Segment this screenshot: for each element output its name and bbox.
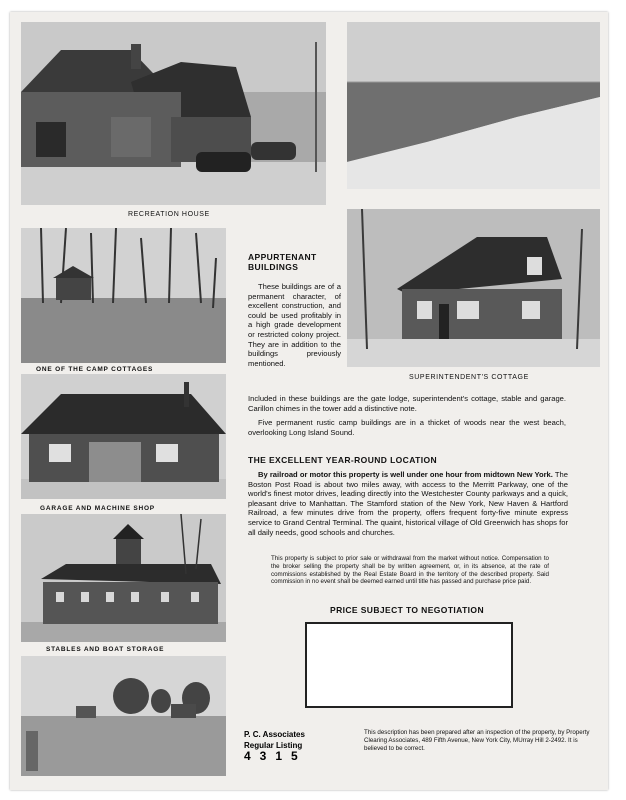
caption-recreation-house: RECREATION HOUSE [128,211,210,218]
caption-stables: STABLES AND BOAT STORAGE [46,646,165,653]
footer-note-text: This description has been prepared after an inspection of the property, by Property Clearing Associates, 489 Fifth Avenue, New York City, MUrray Hill 2-2492. It is believed to be correct. [364,729,590,752]
caption-camp-cottages: ONE OF THE CAMP COTTAGES [36,366,154,373]
appurtenant-paragraph-2: Five permanent rustic camp buildings are in a thicket of woods near the west beach, overlooking Long Island Sound. [248,418,566,437]
field-photo [21,656,226,776]
location-lead: By railroad or motor this property is well under one hour from midtown New York. [258,470,553,479]
appurtenant-paragraph-1: These buildings are of a permanent character, of excellent construction, and could be used profitably in a high grade development or restricted colony project. They are in addition to the buildings previously mentioned. [248,282,341,368]
appurtenant-paragraph-1b: Included in these buildings are the gate lodge, superintendent's cottage, stable and garage. Carillon chimes in the tower add a distinctive note. [248,394,566,413]
disclaimer [271,555,549,586]
footer-line-1: P. C. Associates [244,730,305,739]
superintendent-cottage-photo [347,209,600,367]
footer-line-2: Regular Listing [244,741,303,750]
beach-photo [347,22,600,189]
location-section [248,455,568,537]
location-title: THE EXCELLENT YEAR-ROUND LOCATION [248,455,438,465]
listing-footer [244,729,307,762]
footer-note [364,729,596,752]
price-heading-text: PRICE SUBJECT TO NEGOTIATION [330,605,484,615]
appurtenant-section [248,252,341,368]
location-body: The Boston Post Road is about two miles away, with access to the Merritt Parkway, one of the world's finest motor drives, leading directly into the Westchester County parkways and a quick, pleasant drive to Manhattan. The Stamford station of the New York, New Haven & Hartford Railroad, a few minutes drive from the property, offers frequent forty-five minute express service to Grand Central Terminal. The quaint, historical village of Old Greenwich has shops for all daily needs, good schools and churches. [248,470,568,537]
caption-garage: GARAGE AND MACHINE SHOP [40,505,155,512]
camp-cottage-photo [21,228,226,363]
caption-superintendent-cottage: SUPERINTENDENT'S COTTAGE [409,374,529,381]
price-box [305,622,513,708]
garage-photo [21,374,226,499]
appurtenant-title-line1: APPURTENANT [248,252,317,262]
stables-photo [21,514,226,642]
appurtenant-continued [248,394,566,437]
recreation-house-photo [21,22,326,205]
disclaimer-text: This property is subject to prior sale or withdrawal from the market without notice. Compensation to the broker selling the property shall be by written agreement, or, in its absence, at the rate of commissions established by the Real Estate Board in the territory of the described property. Said commission in no event shall be deemed earned until title has passed and purchase price paid. [271,555,549,586]
listing-number: 4315 [244,749,307,763]
price-heading [330,605,484,615]
appurtenant-title-line2: BUILDINGS [248,262,299,272]
